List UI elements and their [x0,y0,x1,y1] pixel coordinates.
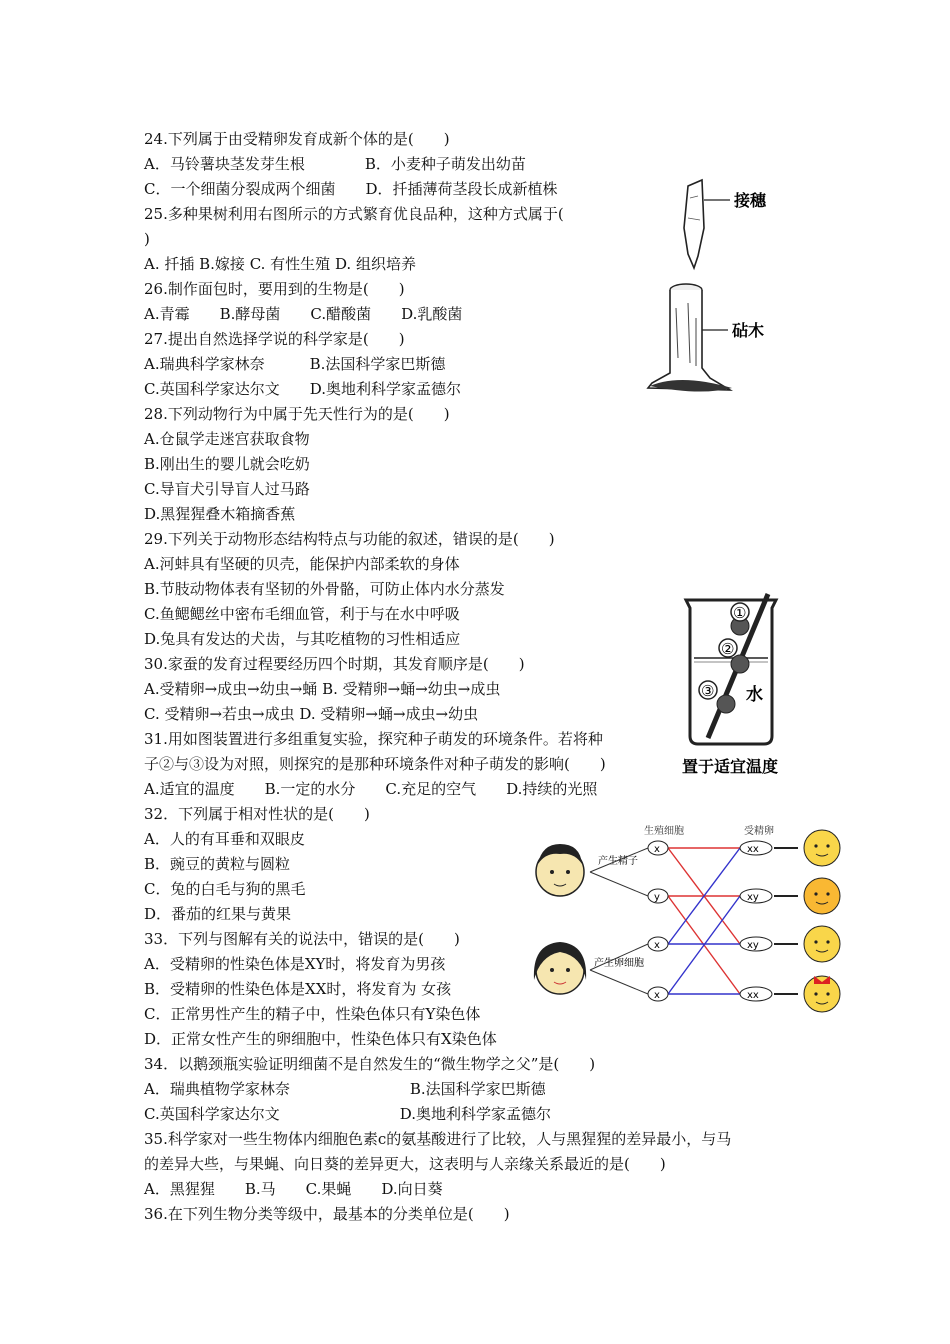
text-line: ) [144,230,150,248]
grafting-figure [640,168,810,418]
seed-3-label: ③ [701,682,715,700]
beaker-caption: 置于适宜温度 [682,757,779,776]
girl-face-icon [804,830,840,866]
male-face-icon [536,844,584,896]
text-line: A. 扦插 B.嫁接 C. 有性生殖 D. 组织培养 [144,255,416,273]
text-line: B.刚出生的婴儿就会吃奶 [144,455,310,473]
scion-shape [684,180,704,268]
text-line: 29.下列关于动物形态结构特点与功能的叙述，错误的是( ) [144,530,555,548]
text-line: D.兔具有发达的犬齿，与其吃植物的习性相适应 [144,630,461,648]
text-line: A.瑞典科学家林奈 B.法国科学家巴斯德 [144,355,446,373]
zygote-4: xx [747,990,759,1001]
text-line: 24.下列属于由受精卵发育成新个体的是( ) [144,130,450,148]
text-line: 35.科学家对一些生物体内细胞色素c的氨基酸进行了比较，人与黑猩猩的差异最小，与马 [144,1130,732,1148]
text-line: 33．下列与图解有关的说法中，错误的是( ) [144,930,460,948]
sperm-x: x [654,844,660,855]
text-line: C．一个细菌分裂成两个细菌 D．扦插薄荷茎段长成新植株 [144,180,558,198]
water-label: 水 [746,685,763,705]
egg-x-2: x [654,990,660,1001]
text-line: 32．下列属于相对性状的是( ) [144,805,370,823]
text-line: 28.下列动物行为中属于先天性行为的是( ) [144,405,450,423]
text-line: A.适宜的温度 B.一定的水分 C.充足的空气 D.持续的光照 [144,780,598,798]
text-line: C．正常男性产生的精子中，性染色体只有Y染色体 [144,1005,481,1023]
text-line: A.仓鼠学走迷宫获取食物 [144,430,310,448]
sex-determination-figure [528,820,848,1020]
female-produce-label: 产生卵细胞 [594,958,644,969]
seed-1-label: ① [733,604,747,622]
text-line: D.黑猩猩叠木箱摘香蕉 [144,505,296,523]
seed-2-label: ② [721,640,735,658]
text-line: 34．以鹅颈瓶实验证明细菌不是自然发生的“微生物学之父”是( ) [144,1055,596,1073]
text-line: A．马铃薯块茎发芽生根 B．小麦种子萌发出幼苗 [144,155,526,173]
text-line: C. 受精卵→若虫→成虫 D. 受精卵→蛹→成虫→幼虫 [144,705,479,723]
girl-face-icon [804,976,840,1012]
seed-germination-beaker-figure [668,588,808,788]
zygote-3: xy [747,940,759,951]
text-line: B．豌豆的黄粒与圆粒 [144,855,291,873]
text-line: 26.制作面包时，要用到的生物是( ) [144,280,405,298]
text-line: A．人的有耳垂和双眼皮 [144,830,305,848]
boy-face-icon [804,926,840,962]
text-line: A.受精卵→成虫→幼虫→蛹 B. 受精卵→蛹→幼虫→成虫 [144,680,501,698]
female-face-icon [534,942,586,994]
text-line: C.英国科学家达尔文 D.奥地利科学家孟德尔 [144,380,461,398]
text-line: A．黑猩猩 B.马 C.果蝇 D.向日葵 [144,1180,443,1198]
stock-label: 砧木 [732,321,765,340]
text-line: A.青霉 B.酵母菌 C.醋酸菌 D.乳酸菌 [144,305,463,323]
text-line: 子②与③设为对照，则探究的是那种环境条件对种子萌发的影响( ) [144,755,606,773]
text-line: 的差异大些，与果蝇、向日葵的差异更大，这表明与人亲缘关系最近的是( ) [144,1155,666,1173]
germ-cell-header: 生殖细胞 [644,826,684,837]
text-line: A．瑞典植物学家林奈 B.法国科学家巴斯德 [144,1080,546,1098]
text-line: C.英国科学家达尔文 D.奥地利科学家孟德尔 [144,1105,551,1123]
text-line: A．受精卵的性染色体是XY时，将发育为男孩 [144,955,446,973]
zygote-1: xx [747,844,759,855]
text-line: D．正常女性产生的卵细胞中，性染色体只有X染色体 [144,1030,497,1048]
text-line: B．受精卵的性染色体是XX时，将发育为 女孩 [144,980,452,998]
text-line: A.河蚌具有坚硬的贝壳，能保护内部柔软的身体 [144,555,460,573]
egg-x-1: x [654,940,660,951]
text-line: 30.家蚕的发育过程要经历四个时期，其发育顺序是( ) [144,655,525,673]
zygote-header: 受精卵 [744,826,774,837]
text-line: 25.多种果树利用右图所示的方式繁育优良品种，这种方式属于( [144,205,564,223]
male-produce-label: 产生精子 [598,856,638,867]
text-line: C.鱼鳃鳃丝中密布毛细血管，利于与在水中呼吸 [144,605,460,623]
text-line: D．番茄的红果与黄果 [144,905,292,923]
zygote-2: xy [747,892,759,903]
text-line: C．兔的白毛与狗的黑毛 [144,880,306,898]
scion-label: 接穗 [734,191,767,210]
text-line: C.导盲犬引导盲人过马路 [144,480,310,498]
text-line: 31.用如图装置进行多组重复实验，探究种子萌发的环境条件。若将种 [144,730,603,748]
text-line: 36.在下列生物分类等级中，最基本的分类单位是( ) [144,1205,510,1223]
sperm-y: y [654,892,660,903]
text-line: 27.提出自然选择学说的科学家是( ) [144,330,405,348]
text-line: B.节肢动物体表有坚韧的外骨骼，可防止体内水分蒸发 [144,580,505,598]
boy-face-icon [804,878,840,914]
